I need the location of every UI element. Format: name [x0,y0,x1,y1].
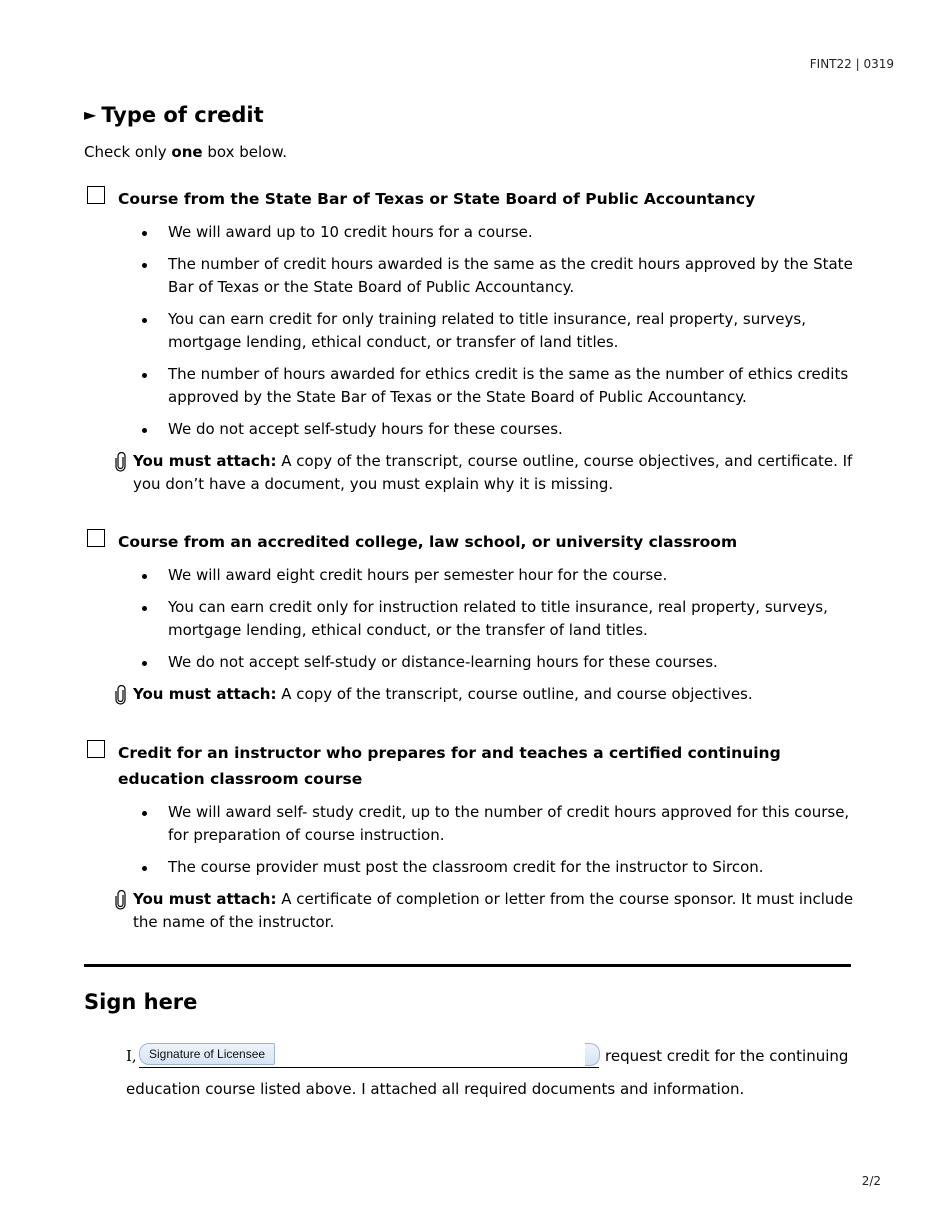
list-item-text: We will award self- study credit, up to the number of credit hours approved for this course, for preparation of course instruction. [168,803,850,844]
list-item [84,418,864,441]
section-arrow-icon: ► [84,105,97,124]
attach-label: You must attach: [133,890,277,908]
sign-title: Sign here [84,990,198,1014]
form-code: FINT22 | 0319 [809,57,894,71]
list-item [84,363,864,409]
signature-suffix: request credit for the continuing [605,1047,849,1065]
bullet-icon [142,428,147,433]
attach-text: A certificate of completion or letter from the course sponsor. It must include the name of the instructor. [133,890,854,931]
bullet-list [84,564,864,674]
attachment-note [84,888,864,934]
list-item-text: We do not accept self-study hours for these courses. [168,420,563,438]
section-title [84,103,264,127]
attach-text: A copy of the transcript, course outline, and course objectives. [276,685,753,703]
paperclip-icon [114,685,128,705]
option-title: Course from the State Bar of Texas or State Board of Public Accountancy [118,190,756,208]
option-heading [84,529,864,555]
list-item [84,651,864,674]
bullet-icon [142,373,147,378]
instructions [84,143,287,161]
instructor-checkbox[interactable] [87,740,105,758]
list-item [84,564,864,587]
bullet-icon [142,661,147,666]
attachment-note [84,450,864,496]
signature-tag: Signature of Licensee [139,1043,275,1065]
option-heading [84,740,864,792]
list-item-text: The number of credit hours awarded is the same as the credit hours approved by the State Bar of Texas or the State Board of Public Accountancy. [168,255,853,296]
credit-option-state-bar [84,186,864,496]
list-item-text: You can earn credit for only training related to title insurance, real property, surveys, mortgage lending, ethical conduct, or transfer of land titles. [168,310,806,351]
attach-text: A copy of the transcript, course outline, course objectives, and certificate. If you don’t have a document, you must explain why it is missing. [133,452,853,493]
bullet-list [84,801,864,879]
bullet-icon [142,866,147,871]
list-item-text: We will award up to 10 credit hours for a course. [168,223,533,241]
bullet-icon [142,231,147,236]
bullet-icon [142,811,147,816]
list-item-text: The course provider must post the classroom credit for the instructor to Sircon. [168,858,764,876]
signature-prefix: I, [126,1047,137,1065]
list-item-text: The number of hours awarded for ethics credit is the same as the number of ethics credits approved by the State Bar of Texas or the State Board of Public Accountancy. [168,365,849,406]
college-checkbox[interactable] [87,529,105,547]
credit-option-college [84,529,864,706]
section-title-text: Type of credit [101,103,264,127]
signature-end-cap [585,1043,600,1066]
attachment-note [84,683,864,706]
state-bar-checkbox[interactable] [87,186,105,204]
bullet-list [84,221,864,441]
section-divider [84,964,851,967]
signature-statement [126,1042,856,1070]
option-title: Course from an accredited college, law school, or university classroom [118,533,738,551]
bullet-icon [142,574,147,579]
signature-statement-continued: education course listed above. I attached all required documents and information. [126,1080,745,1098]
bullet-icon [142,606,147,611]
instructions-suffix: box below. [202,143,287,161]
list-item [84,221,864,244]
page-number: 2/2 [861,1174,881,1188]
instructions-bold: one [171,143,203,161]
bullet-icon [142,318,147,323]
signature-field[interactable] [139,1043,599,1068]
list-item-text: We will award eight credit hours per semester hour for the course. [168,566,668,584]
instructions-prefix: Check only [84,143,172,161]
list-item [84,253,864,299]
option-heading [84,186,864,212]
list-item [84,308,864,354]
bullet-icon [142,263,147,268]
list-item [84,596,864,642]
paperclip-icon [114,890,128,910]
credit-option-instructor [84,740,864,934]
option-title: Credit for an instructor who prepares for and teaches a certified continuing education classroom course [118,744,781,788]
attach-label: You must attach: [133,685,277,703]
list-item [84,801,864,847]
list-item [84,856,864,879]
list-item-text: You can earn credit only for instruction related to title insurance, real property, surveys, mortgage lending, ethical conduct, or the transfer of land titles. [168,598,828,639]
attach-label: You must attach: [133,452,277,470]
paperclip-icon [114,452,128,472]
list-item-text: We do not accept self-study or distance-learning hours for these courses. [168,653,718,671]
